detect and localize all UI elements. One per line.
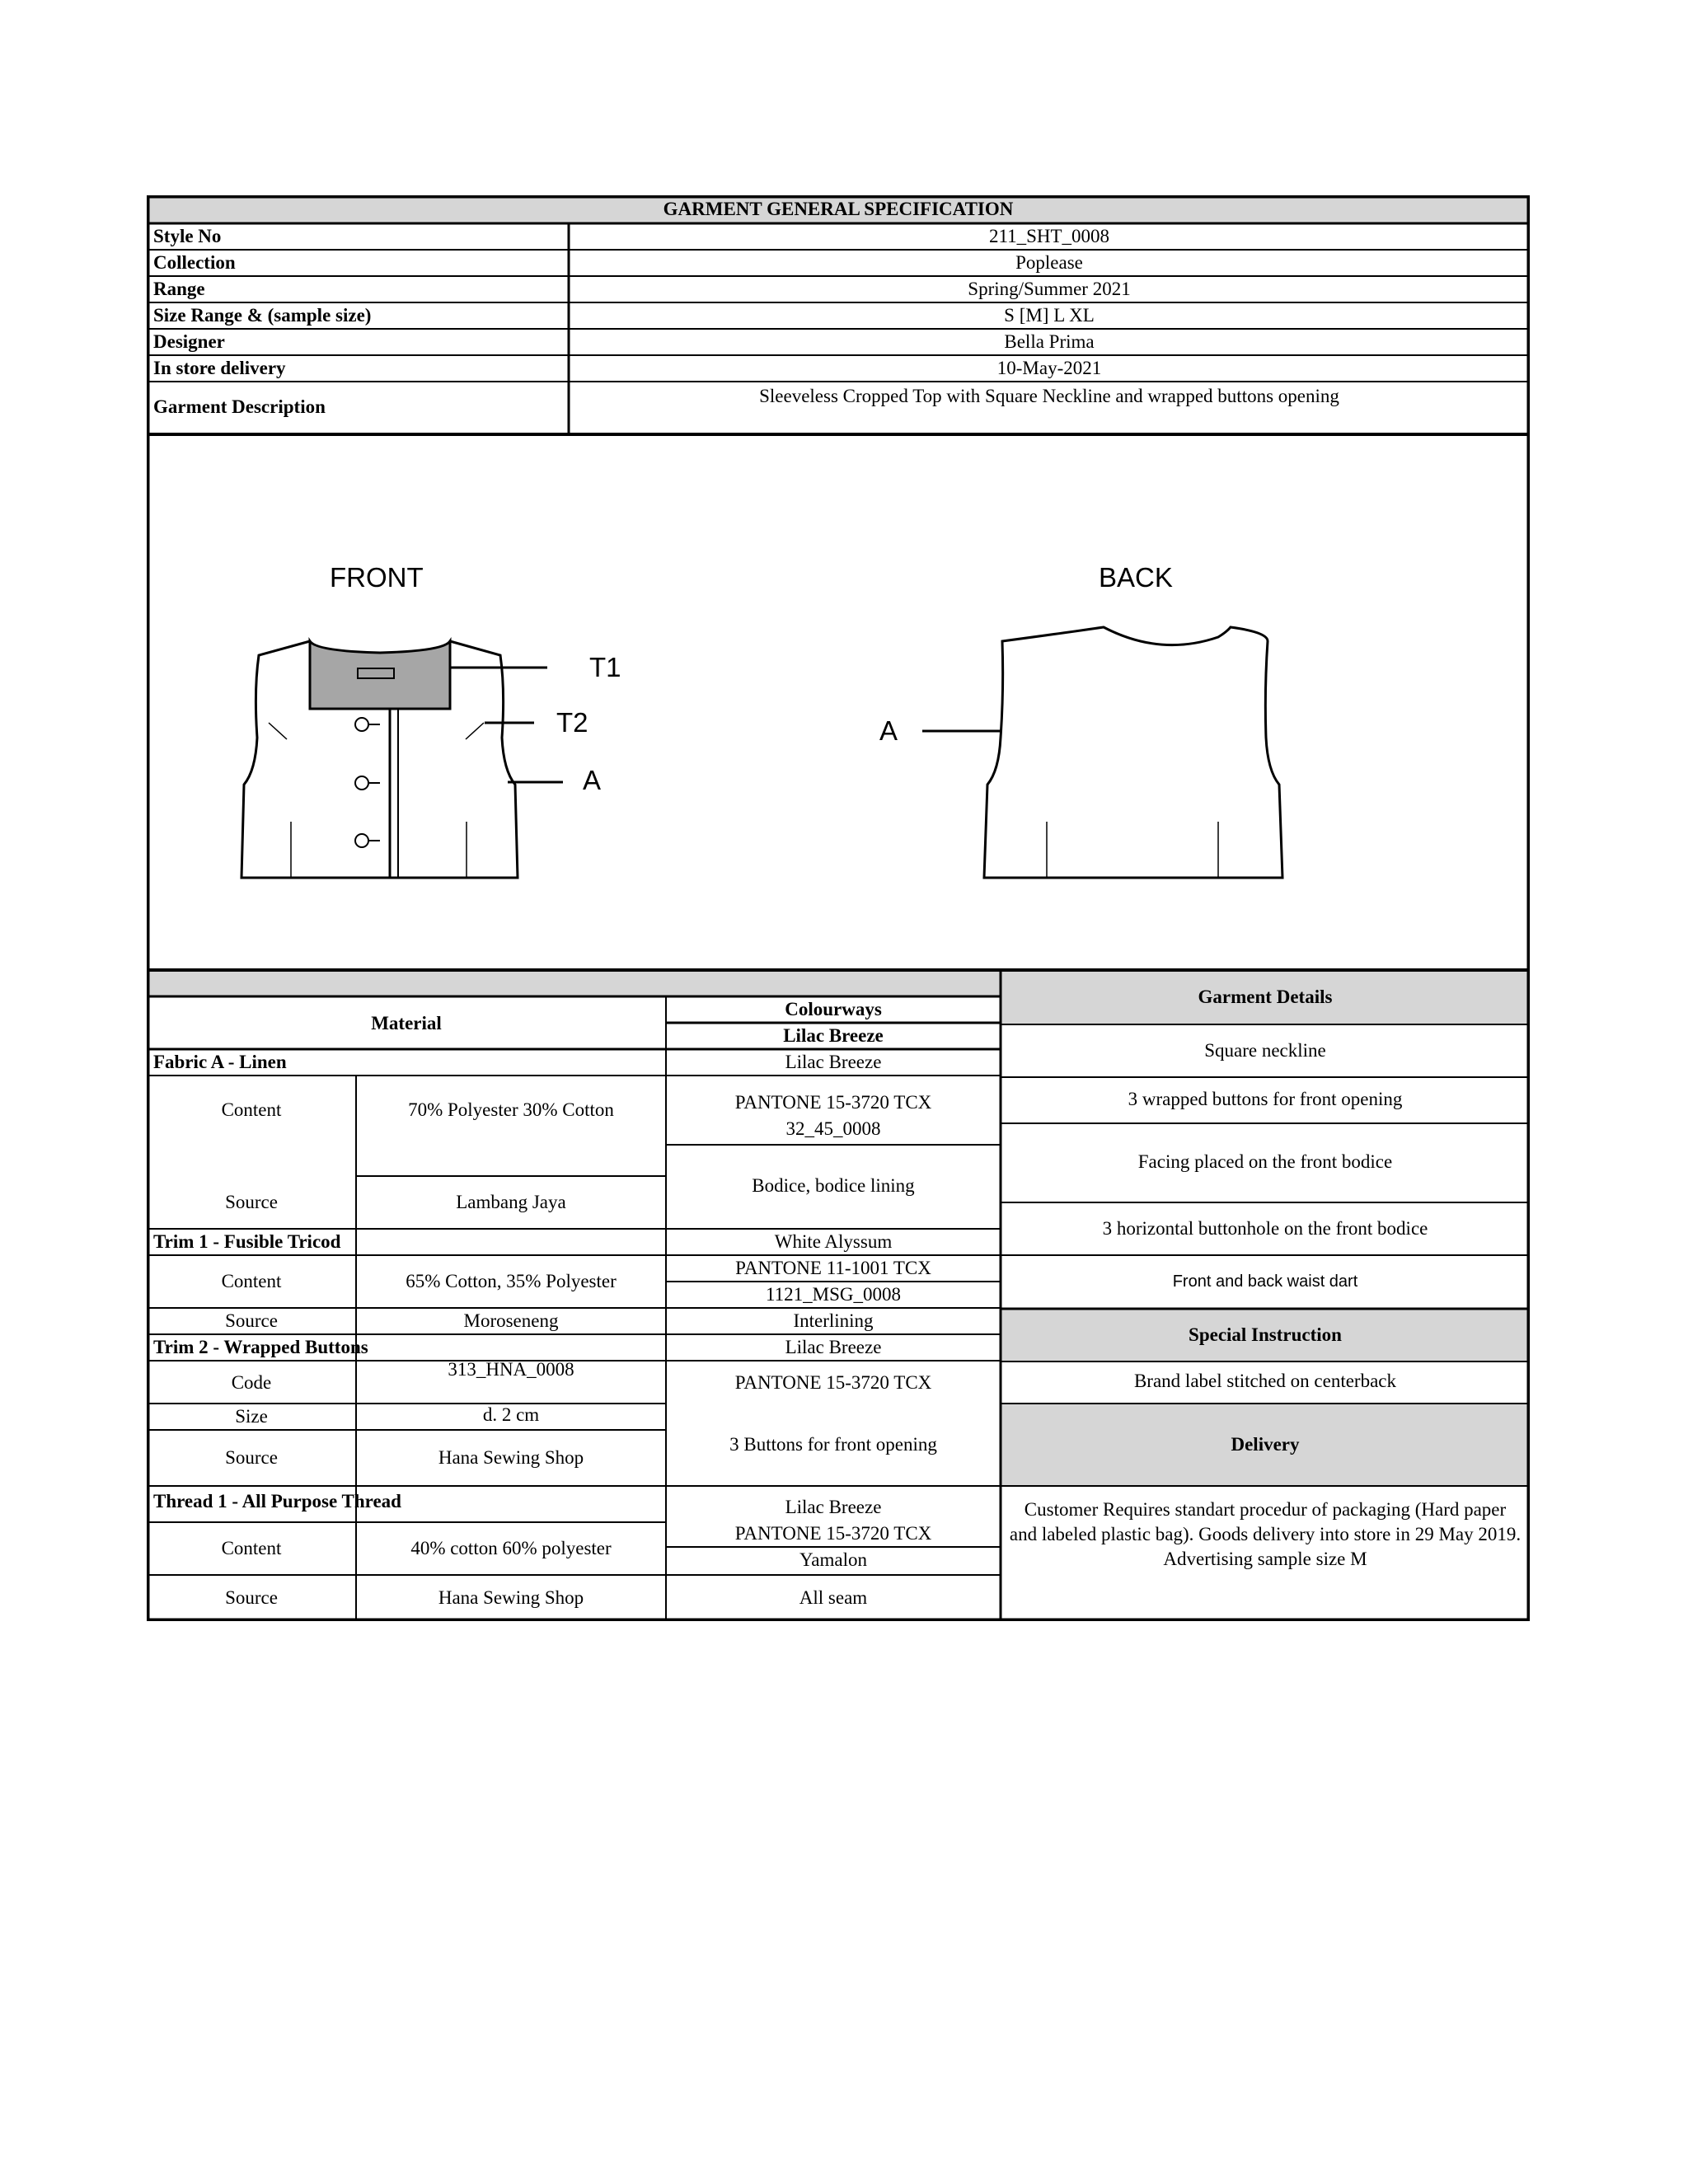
back-label-a: A: [879, 715, 898, 746]
delivery-date-value: 10-May-2021: [996, 358, 1102, 378]
designer-value: Bella Prima: [1004, 331, 1095, 352]
trim1-content-label: Content: [221, 1271, 282, 1291]
fabric-a-colour: Lilac Breeze: [785, 1052, 882, 1072]
range-label: Range: [153, 279, 205, 299]
thread1-content-value: 40% cotton 60% polyester: [410, 1538, 612, 1558]
thread1-content-label: Content: [221, 1538, 282, 1558]
details-header: Garment Details: [1198, 987, 1333, 1007]
trim2-size-label: Size: [235, 1406, 268, 1427]
trim1-title: Trim 1 - Fusible Tricod: [153, 1231, 341, 1252]
button-icon: [355, 718, 368, 731]
trim2-source-value: Hana Sewing Shop: [438, 1447, 584, 1468]
front-title: FRONT: [330, 562, 424, 593]
delivery-header: Delivery: [1231, 1434, 1300, 1455]
back-outline: [984, 627, 1282, 878]
trim1-pantone: PANTONE 11-1001 TCX: [735, 1258, 931, 1278]
description-value: Sleeveless Cropped Top with Square Neckline and wrapped buttons opening: [759, 386, 1339, 406]
fabric-a-code: 32_45_0008: [785, 1118, 881, 1139]
detail-item: 3 wrapped buttons for front opening: [1128, 1089, 1403, 1109]
fabric-a-title: Fabric A - Linen: [153, 1052, 287, 1072]
back-sketch: [922, 627, 1282, 878]
colourways-header: Colourways: [785, 999, 882, 1019]
trim2-source-label: Source: [225, 1447, 278, 1468]
style-no-value: 211_SHT_0008: [988, 226, 1110, 246]
detail-item: Square neckline: [1204, 1040, 1326, 1061]
thread1-code: Yamalon: [799, 1549, 867, 1570]
colourway-name: Lilac Breeze: [783, 1025, 884, 1046]
spec-sheet: [147, 195, 1530, 1621]
trim1-content-value: 65% Cotton, 35% Polyester: [406, 1271, 617, 1291]
thread1-title: Thread 1 - All Purpose Thread: [153, 1491, 401, 1511]
trim1-source-label: Source: [225, 1310, 278, 1331]
fabric-a-content-label: Content: [221, 1099, 282, 1120]
thread1-colour: Lilac Breeze: [785, 1497, 882, 1517]
back-title: BACK: [1099, 562, 1173, 593]
trim1-colour: White Alyssum: [774, 1231, 893, 1252]
thread1-source-value: Hana Sewing Shop: [438, 1587, 584, 1608]
style-no-label: Style No: [153, 226, 222, 246]
special-instruction-header: Special Instruction: [1189, 1324, 1342, 1345]
material-header: Material: [371, 1013, 442, 1033]
trim2-usage: 3 Buttons for front opening: [729, 1434, 937, 1455]
front-label-a: A: [583, 765, 602, 795]
fabric-a-usage: Bodice, bodice lining: [752, 1175, 915, 1196]
thread1-source-label: Source: [225, 1587, 278, 1608]
trim1-code: 1121_MSG_0008: [766, 1284, 901, 1305]
detail-item: Facing placed on the front bodice: [1137, 1151, 1393, 1172]
fabric-a-content-value: 70% Polyester 30% Cotton: [408, 1099, 614, 1120]
range-value: Spring/Summer 2021: [968, 279, 1131, 299]
trim2-colour: Lilac Breeze: [785, 1337, 882, 1357]
front-dart-left: [269, 723, 287, 739]
fabric-a-source-label: Source: [225, 1192, 278, 1212]
trim2-code-value: 313_HNA_0008: [448, 1359, 574, 1380]
button-icon: [355, 776, 368, 790]
collection-label: Collection: [153, 252, 236, 273]
detail-item: 3 horizontal buttonhole on the front bodice: [1102, 1218, 1428, 1239]
trim2-code-label: Code: [231, 1372, 272, 1393]
special-instruction-text: Brand label stitched on centerback: [1133, 1371, 1397, 1391]
size-range-value: S [M] L XL: [1004, 305, 1095, 326]
front-label-t2: T2: [556, 707, 588, 738]
material-band-fill: [147, 970, 1001, 996]
trim2-size-value: d. 2 cm: [482, 1404, 540, 1425]
trim2-pantone: PANTONE 15-3720 TCX: [734, 1372, 932, 1393]
trim1-usage: Interlining: [793, 1310, 874, 1331]
facing-shape: [310, 641, 450, 709]
detail-item: Front and back waist dart: [1172, 1272, 1358, 1291]
sheet-title: GARMENT GENERAL SPECIFICATION: [663, 199, 1014, 219]
thread1-usage: All seam: [799, 1587, 868, 1608]
fabric-a-source-value: Lambang Jaya: [456, 1192, 566, 1212]
size-range-label: Size Range & (sample size): [153, 305, 372, 326]
trim2-title: Trim 2 - Wrapped Buttons: [153, 1337, 368, 1357]
thread1-pantone: PANTONE 15-3720 TCX: [734, 1523, 932, 1544]
front-label-t1: T1: [589, 652, 621, 682]
description-label: Garment Description: [153, 396, 326, 417]
front-dart-right: [466, 723, 484, 739]
collection-value: Poplease: [1015, 252, 1083, 273]
delivery-text: Customer Requires standart procedur of packaging (Hard paper and labeled plastic bag). Goods delivery into store in 29 May 2019. Advertising sample size M: [1009, 1499, 1522, 1569]
fabric-a-pantone: PANTONE 15-3720 TCX: [734, 1092, 932, 1113]
button-icon: [355, 834, 368, 847]
front-sketch: [241, 641, 563, 878]
designer-label: Designer: [153, 331, 225, 352]
trim1-source-value: Moroseneng: [463, 1310, 559, 1331]
delivery-date-label: In store delivery: [153, 358, 286, 378]
